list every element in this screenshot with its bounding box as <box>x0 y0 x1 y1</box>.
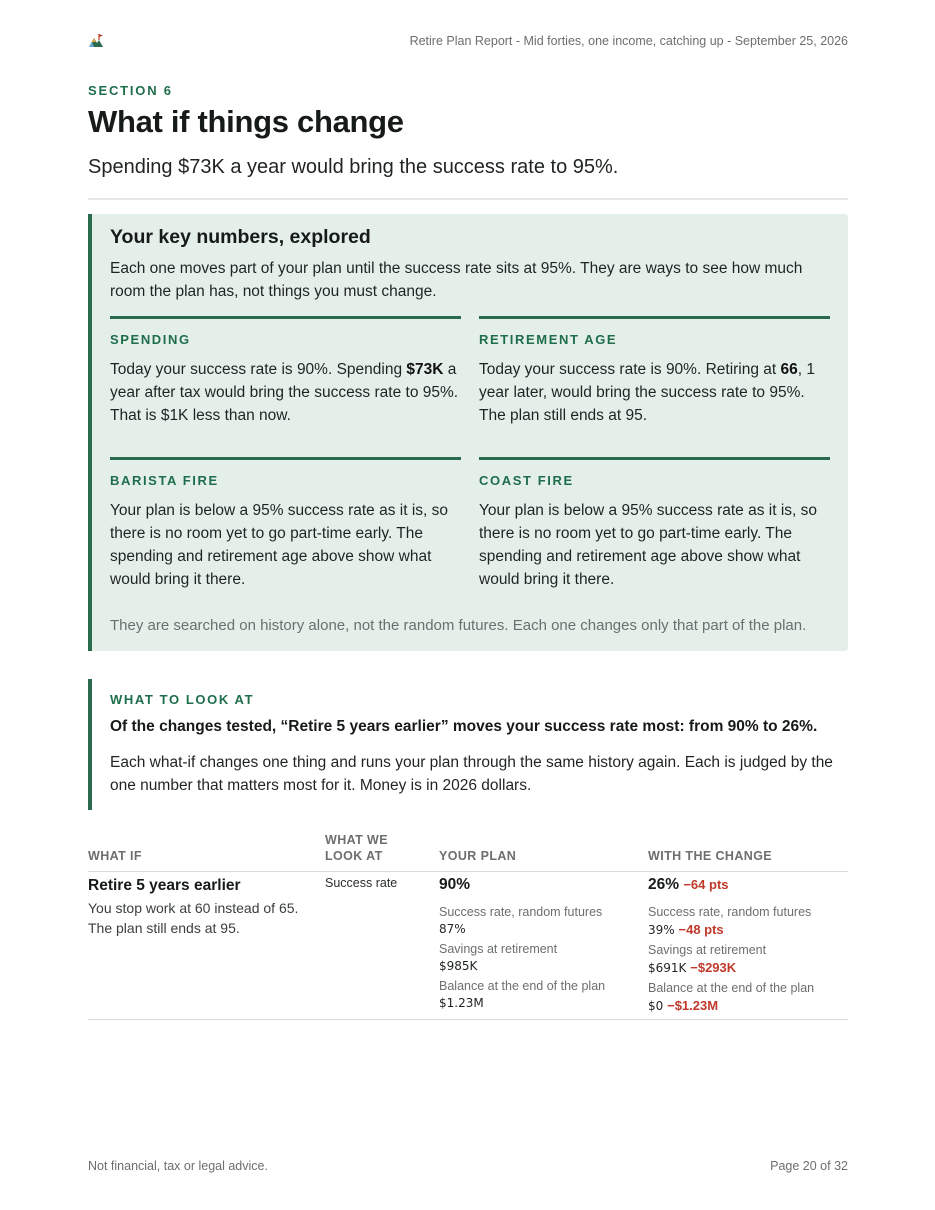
card-barista-fire <box>110 457 461 591</box>
card-retirement-age <box>479 316 830 427</box>
callout-label: WHAT TO LOOK AT <box>110 692 255 707</box>
callout-body: Each what-if changes one thing and runs your plan through the same history again. Each is judged by the one number that matters most for it. Money is in 2026 dollars. <box>110 754 833 794</box>
main-value-text: 26% <box>648 876 680 893</box>
metric-value: $1.23M <box>439 996 484 1010</box>
whatif-description: You stop work at 60 instead of 65. The plan still ends at 95. <box>88 900 299 936</box>
metric-label: Success rate, random futures <box>648 905 812 919</box>
card-body-text: a year after tax would bring the success rate to 95%. That is $1K less than now. <box>110 361 459 424</box>
metric-value-text: $0 <box>648 999 664 1013</box>
key-numbers-intro: Each one moves part of your plan until the success rate sits at 95%. They are ways to see how much room the plan has, not things you must change. <box>110 260 803 300</box>
card-label: SPENDING <box>110 332 191 347</box>
card-body-text: Today your success rate is 90%. Spending <box>110 361 407 378</box>
metric-value: 87% <box>439 922 466 936</box>
card-body-text: Today your success rate is 90%. Retiring at <box>479 361 781 378</box>
table-header <box>88 832 848 872</box>
metric <box>648 942 848 977</box>
card-body <box>479 358 830 427</box>
delta-badge: −$293K <box>690 960 737 975</box>
metric-value <box>648 921 848 939</box>
page-title: What if things change <box>88 104 404 139</box>
column-header-with-change: WITH THE CHANGE <box>648 849 773 863</box>
metric-value-text: 39% <box>648 923 675 937</box>
metric <box>439 941 639 975</box>
metric <box>439 904 639 938</box>
table-row <box>88 872 848 1020</box>
card-coast-fire <box>479 457 830 591</box>
metric-value-text: $691K <box>648 961 687 975</box>
card-body-text: , 1 year later, would bring the success rate to 95%. The plan still ends at 95. <box>479 361 816 424</box>
metric-label: Savings at retirement <box>439 942 558 956</box>
metric <box>439 978 639 1012</box>
card-body <box>110 358 461 427</box>
key-numbers-panel <box>88 214 848 651</box>
card-body-highlight: 66 <box>780 361 798 378</box>
card-label: BARISTA FIRE <box>110 473 219 488</box>
card-body: Your plan is below a 95% success rate as it is, so there is no room yet to go part-time early. The spending and retirement age above show what would bring it there. <box>479 502 818 588</box>
report-page <box>88 0 848 1210</box>
card-body-highlight: $73K <box>406 361 444 378</box>
what-to-look-at-callout <box>88 679 848 810</box>
key-numbers-footnote: They are searched on history alone, not the random futures. Each one changes only that part of the plan. <box>110 617 807 634</box>
key-numbers-title: Your key numbers, explored <box>110 226 371 248</box>
delta-badge: −$1.23M <box>667 998 719 1013</box>
page-header <box>88 32 848 52</box>
column-header-look-at-line1: WHAT WE <box>325 833 388 847</box>
card-body: Your plan is below a 95% success rate as it is, so there is no room yet to go part-time early. The spending and retirement age above show what would bring it there. <box>110 502 449 588</box>
your-plan-main-value: 90% <box>439 876 471 893</box>
metric-label: Balance at the end of the plan <box>439 979 606 993</box>
with-change-main-value <box>648 876 848 898</box>
card-label: RETIREMENT AGE <box>479 332 618 347</box>
metric-value <box>648 959 848 977</box>
metric-value: $985K <box>439 959 478 973</box>
column-header-your-plan: YOUR PLAN <box>439 849 517 863</box>
delta-badge: −48 pts <box>678 922 724 937</box>
page-number: Page 20 of 32 <box>770 1159 848 1173</box>
metric-label: Success rate, random futures <box>439 905 603 919</box>
divider <box>88 198 848 200</box>
card-spending <box>110 316 461 427</box>
metric-label: Balance at the end of the plan <box>648 981 815 995</box>
metric <box>648 904 848 939</box>
mountain-flag-logo <box>88 33 104 49</box>
metric-label: Savings at retirement <box>648 943 767 957</box>
header-report-info: Retire Plan Report - Mid forties, one income, catching up - September 25, 2026 <box>409 34 848 48</box>
whatif-title: Retire 5 years earlier <box>88 877 241 894</box>
column-header-what-if: WHAT IF <box>88 849 142 863</box>
delta-badge: −64 pts <box>683 877 729 892</box>
look-at-metric: Success rate <box>325 876 398 890</box>
metric <box>648 980 848 1015</box>
card-label: COAST FIRE <box>479 473 574 488</box>
with-change-cell <box>648 876 848 1015</box>
callout-lead: Of the changes tested, “Retire 5 years earlier” moves your success rate most: from 90% to 26%. <box>110 718 818 735</box>
column-header-look-at <box>325 832 388 864</box>
section-label: SECTION 6 <box>88 83 173 98</box>
column-header-look-at-line2: LOOK AT <box>325 849 383 863</box>
footer-disclaimer: Not financial, tax or legal advice. <box>88 1159 268 1173</box>
page-subtitle: Spending $73K a year would bring the success rate to 95%. <box>88 156 619 178</box>
your-plan-cell <box>439 876 639 1012</box>
metric-value <box>648 997 848 1015</box>
